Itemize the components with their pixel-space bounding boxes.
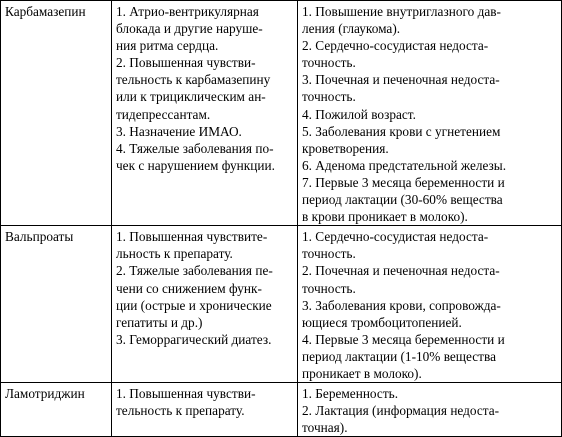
contraindication-line: 3. Назначение ИМАО.: [116, 123, 242, 139]
drug-name-cell: [1, 226, 112, 383]
caution-line: 6. Аденома предстательной железы.: [302, 157, 507, 173]
contraindications-cell: [112, 383, 298, 437]
contraindication-line: чек с нарушением функции.: [116, 157, 275, 173]
table-row: [1, 1, 562, 226]
caution-cell: [298, 383, 562, 437]
drug-name-cell: [1, 383, 112, 437]
caution-line: ющиеся тромбоцитопенией.: [302, 314, 462, 330]
contraindication-line: 2. Повышенная чувстви-: [116, 55, 256, 71]
caution-line: 7. Первые 3 месяца беременности и: [302, 174, 505, 190]
caution-line: 3. Заболевания крови, сопровожда-: [302, 297, 501, 313]
caution-line: точность.: [302, 89, 356, 105]
caution-cell: [298, 1, 562, 226]
contraindications-cell: [112, 226, 298, 383]
caution-line: ления (глаукома).: [302, 21, 401, 37]
contraindication-line: ния ритма сердца.: [116, 38, 219, 54]
caution-line: 4. Первые 3 месяца беременности и: [302, 331, 505, 347]
contraindication-line: гепатиты и др.): [116, 314, 203, 330]
contraindication-line: или к трициклическим ан-: [116, 89, 266, 105]
caution-line: 4. Пожилой возраст.: [302, 106, 416, 122]
caution-line: проникает в молоко).: [302, 365, 422, 381]
contraindication-line: тельность к карбамазепину: [116, 72, 271, 88]
table-row: [1, 226, 562, 383]
caution-line: 1. Повышение внутриглазного дав-: [302, 4, 501, 19]
caution-line: точность.: [302, 246, 356, 262]
contraindication-line: 1. Атрио-вентрикулярная: [116, 4, 259, 19]
drug-name: Ламотриджин: [5, 386, 85, 402]
contraindication-line: 2. Тяжелые заболевания пе-: [116, 263, 273, 279]
contraindication-line: ции (острые и хронические: [116, 297, 272, 313]
contraindication-line: тельность к препарату.: [116, 403, 245, 419]
caution-line: 1. Сердечно-сосудистая недоста-: [302, 229, 489, 245]
contraindication-line: 3. Геморрагический диатез.: [116, 331, 272, 347]
drug-name-cell: [1, 1, 112, 226]
caution-line: 2. Сердечно-сосудистая недоста-: [302, 38, 489, 54]
caution-line: 2. Почечная и печеночная недоста-: [302, 263, 500, 279]
caution-line: период лактации (30-60% вещества: [302, 192, 503, 208]
caution-line: точная).: [302, 420, 348, 436]
contraindication-line: 1. Повышенная чувствите-: [116, 229, 268, 245]
caution-line: кроветворения.: [302, 140, 389, 156]
caution-line: 1. Беременность.: [302, 386, 399, 402]
contraindication-line: чени со снижением функ-: [116, 280, 262, 296]
caution-cell: [298, 226, 562, 383]
contraindication-line: 4. Тяжелые заболевания по-: [116, 140, 274, 156]
caution-line: точность.: [302, 55, 356, 71]
caution-line: точность.: [302, 280, 356, 296]
caution-line: период лактации (1-10% вещества: [302, 348, 496, 364]
table-row: [1, 383, 562, 437]
contraindications-cell: [112, 1, 298, 226]
caution-line: 2. Лактация (информация недоста-: [302, 403, 500, 419]
contraindication-line: блокада и другие наруше-: [116, 21, 263, 37]
caution-line: 3. Почечная и печеночная недоста-: [302, 72, 500, 88]
caution-line: в крови проникает в молоко).: [302, 209, 468, 225]
contraindication-line: льность к препарату.: [116, 246, 233, 262]
caution-line: 5. Заболевания крови с угнетением: [302, 123, 501, 139]
drug-name: Вальпроаты: [5, 229, 74, 245]
contraindication-line: тидепрессантам.: [116, 106, 211, 122]
table-body: [1, 1, 562, 437]
contraindication-line: 1. Повышенная чувстви-: [116, 386, 256, 402]
drug-name: Карбамазепин: [5, 4, 86, 19]
